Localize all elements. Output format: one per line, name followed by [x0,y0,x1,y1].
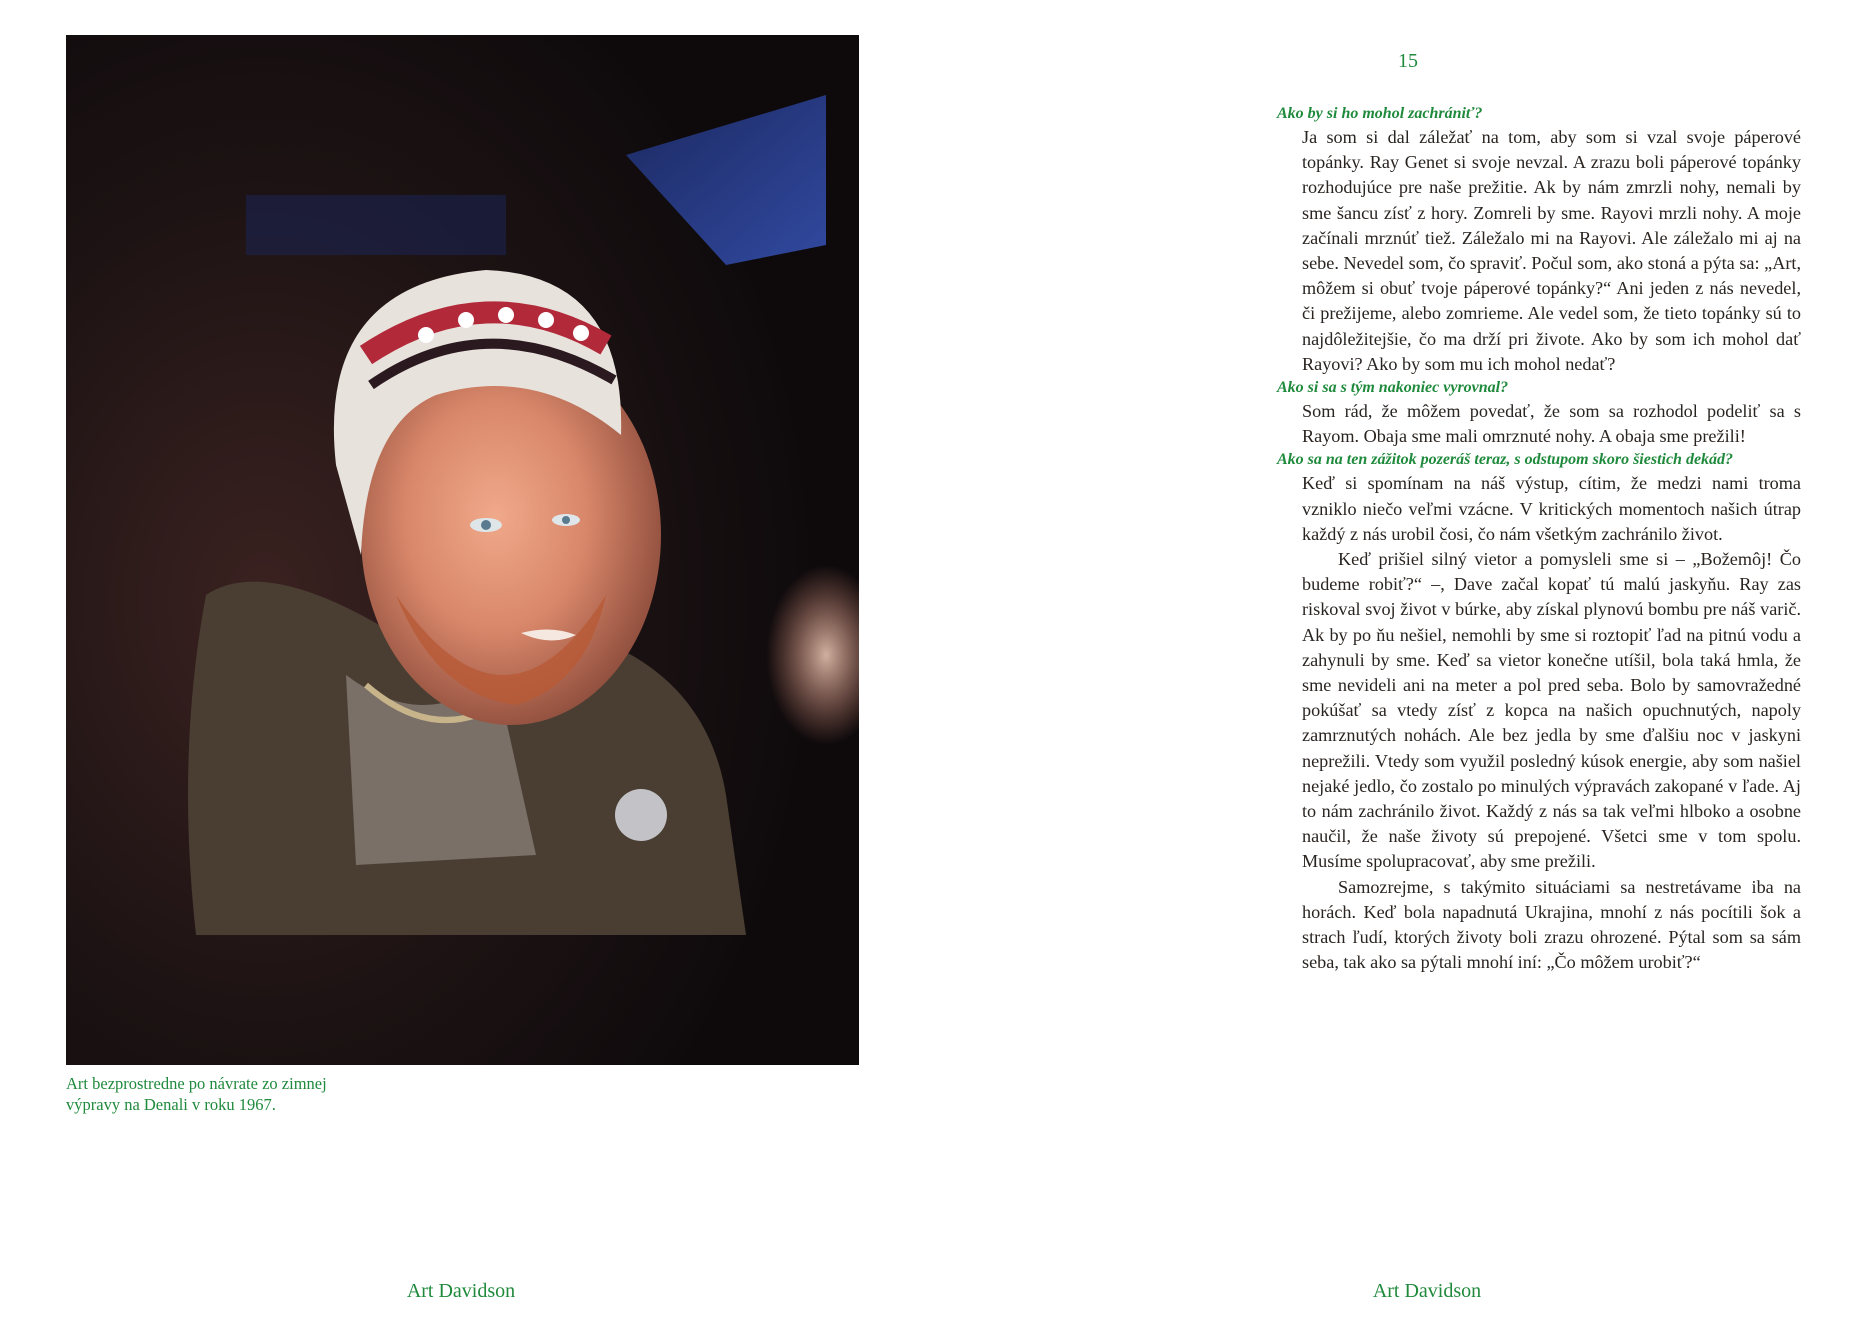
answer-3-paragraph-2: Keď prišiel silný vietor a pomysleli sme si – „Božemôj! Čo budeme robiť?“ –, Dave začal kopať tú malú jaskyňu. Ray zas riskoval svoj život v búrke, aby získal plynovú bombu pre náš varič. Ak by po ňu nešiel, nemohli by sme si roztopiť ľad na pitnú vodu a zahynuli by sme. Keď sa vietor konečne utíšil, bola taká hmla, že sme nevideli ani na meter a pol pred seba. Bolo by samovražedné pokúšať sa vtedy zísť z kopca na našich opuchnutých, napoly zamrznutých nohách. Ale bez jedla by sme ďalšiu noc v jaskyni neprežili. Vtedy som využil posledný kúsok energie, aby som našiel nejaké jedlo, čo zostalo po minulých výpravách zakopané v ľade. Aj to nám zachránilo život. Každý z nás sa tak veľmi hlboko a osobne naučil, že naše životy sú prepojené. Všetci sme v tom spolu. Musíme spolupracovať, aby sme prežili. [1302,549,1801,872]
answer-3: Keď si spomínam na náš výstup, cítim, že medzi nami troma vzniklo niečo veľmi vzácne. V kritických momentoch našich útrap každý z nás urobil čosi, čo nám všetkým zachránilo život. [1302,473,1801,544]
right-footer-author: Art Davidson [1372,1280,1482,1302]
portrait-image [66,35,859,1065]
photo-caption [66,1073,426,1115]
question-2: Ako si sa s tým nakoniec vyrovnal? [1277,379,1509,397]
interview-text [1277,103,1801,976]
caption-line-2: výpravy na Denali v roku 1967. [66,1095,276,1114]
caption-line-1: Art bezprostredne po návrate zo zimnej [66,1074,327,1093]
answer-3-paragraph-3: Samozrejme, s takýmito situáciami sa nestretávame iba na horách. Keď bola napadnutá Ukrajina, mnohí z nás pocítili šok a strach ľudí, ktorých životy boli zrazu ohrozené. Pýtal som sa sám seba, tak ako sa pýtali mnohí iní: „Čo môžem urobiť?“ [1302,876,1801,973]
portrait-photo [66,35,859,1065]
left-footer-author: Art Davidson [406,1280,516,1302]
answer-1: Ja som si dal záležať na tom, aby som si vzal svoje páperové topánky. Ray Genet si svoje nevzal. A zrazu boli páperové topánky rozhodujúce pre naše prežitie. Ak by nám zmrzli nohy, nemali by sme šancu zísť z hory. Zomreli by sme. Rayovi mrzli nohy. A moje začínali mrznúť tiež. Záležalo mi na Rayovi. Ale záležalo mi aj na sebe. Nevedel som, čo spraviť. Počul som, ako stoná a pýta sa: „Art, môžem si obuť tvoje páperové topánky?“ Ani jeden z nás nevedel, či prežijeme, alebo zomrieme. Ale vedel som, že tieto topánky sú to najdôležitejšie, čo ma drží pri živote. Ako by som ich mohol dať Rayovi? Ako by som mu ich mohol nedať? [1302,127,1801,374]
question-3: Ako sa na ten zážitok pozeráš teraz, s odstupom skoro šiestich dekád? [1277,451,1734,469]
page-number: 15 [1398,50,1418,72]
right-page [937,0,1874,1334]
answer-2: Som rád, že môžem povedať, že som sa rozhodol podeliť sa s Rayom. Obaja sme mali omrznuté nohy. A obaja sme prežili! [1302,401,1801,447]
question-1: Ako by si ho mohol zachrániť? [1277,105,1483,122]
